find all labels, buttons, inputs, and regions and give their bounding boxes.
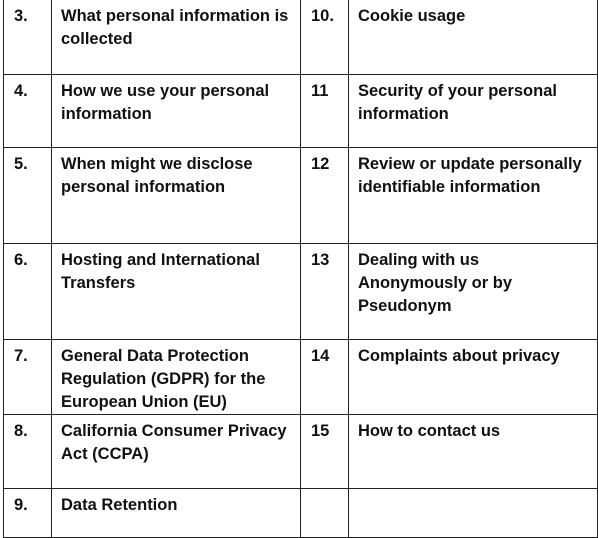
section-number: 7.: [4, 339, 52, 414]
section-title: California Consumer Privacy Act (CCPA): [52, 414, 301, 488]
section-number: 9.: [4, 488, 52, 537]
table-row: [4, 414, 598, 488]
section-title: Review or update personally identifiable information: [349, 147, 598, 243]
section-number: 11: [301, 74, 349, 147]
section-number: 10.: [301, 0, 349, 74]
section-title: Hosting and International Transfers: [52, 243, 301, 339]
section-title: Cookie usage: [349, 0, 598, 74]
section-title: What personal information is collected: [52, 0, 301, 74]
section-number: 4.: [4, 74, 52, 147]
section-title: Security of your personal information: [349, 74, 598, 147]
section-title: General Data Protection Regulation (GDPR) for the European Union (EU): [52, 339, 301, 414]
section-number: [301, 488, 349, 537]
table-row: [4, 74, 598, 147]
section-number: 8.: [4, 414, 52, 488]
table-row: [4, 147, 598, 243]
section-title: Data Retention: [52, 488, 301, 537]
section-number: 13: [301, 243, 349, 339]
section-number: 6.: [4, 243, 52, 339]
table-of-contents: [3, 0, 598, 538]
table-row: [4, 339, 598, 414]
section-title: How to contact us: [349, 414, 598, 488]
section-title: How we use your personal information: [52, 74, 301, 147]
section-title: Dealing with us Anonymously or by Pseudonym: [349, 243, 598, 339]
section-number: 5.: [4, 147, 52, 243]
section-number: 15: [301, 414, 349, 488]
section-number: 12: [301, 147, 349, 243]
table-row: [4, 243, 598, 339]
section-title: Complaints about privacy: [349, 339, 598, 414]
section-title: When might we disclose personal information: [52, 147, 301, 243]
section-title: [349, 488, 598, 537]
section-number: 14: [301, 339, 349, 414]
section-number: 3.: [4, 0, 52, 74]
table-row: [4, 488, 598, 537]
table-row: [4, 0, 598, 74]
